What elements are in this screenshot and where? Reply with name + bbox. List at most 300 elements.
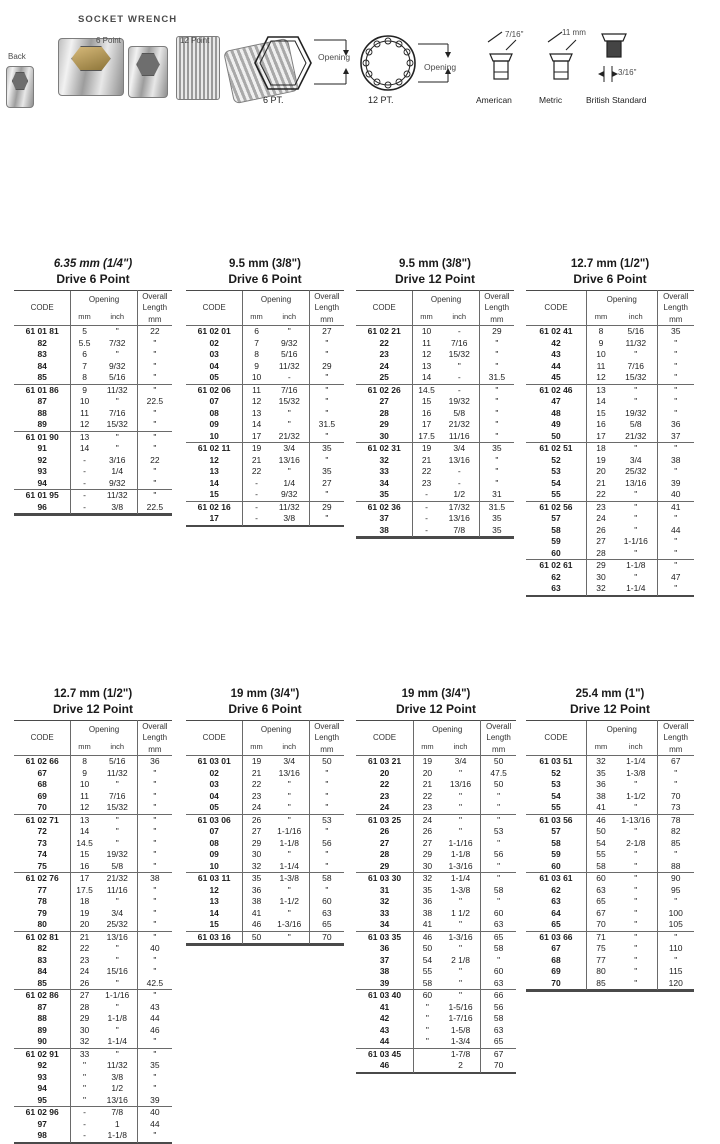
table-point-type: Drive 12 Point	[52, 701, 134, 716]
table-row[interactable]	[186, 338, 344, 350]
table-row[interactable]	[526, 548, 694, 560]
table-row[interactable]	[356, 455, 514, 467]
table-row[interactable]	[356, 478, 514, 490]
cell-opening-inch: 2	[441, 1060, 481, 1072]
table-row[interactable]	[526, 536, 694, 548]
table-row[interactable]	[356, 791, 516, 803]
table-row[interactable]	[526, 384, 694, 396]
table-row[interactable]	[356, 338, 514, 350]
table-row[interactable]	[186, 791, 344, 803]
table-row[interactable]	[14, 1095, 172, 1107]
table-row[interactable]	[356, 779, 516, 791]
table-row[interactable]	[186, 931, 344, 944]
table-row[interactable]	[14, 990, 172, 1002]
cell-opening-mm: 17	[586, 431, 615, 443]
column-header-overall-length: Overall Length mm	[657, 720, 694, 756]
table-row[interactable]	[526, 966, 694, 978]
cell-opening-inch: 7/8	[98, 1107, 138, 1119]
table-row[interactable]	[186, 513, 344, 525]
cell-opening-mm: 38	[586, 791, 615, 803]
table-row[interactable]	[14, 838, 172, 850]
table-row[interactable]	[526, 338, 694, 350]
table-row[interactable]	[186, 431, 344, 443]
table-row[interactable]	[14, 502, 172, 514]
column-header-inch: inch	[98, 738, 138, 756]
table-row[interactable]	[356, 513, 514, 525]
cell-overall-length: 73	[671, 802, 681, 813]
cell-opening-inch: -	[270, 372, 310, 384]
table-row[interactable]	[186, 768, 344, 780]
cell-opening-inch: 7/16	[615, 361, 657, 373]
table-row[interactable]	[526, 802, 694, 814]
cell-overall-length: 65	[322, 919, 332, 930]
table-row[interactable]	[186, 814, 344, 826]
cell-code: 93	[37, 1071, 47, 1082]
column-header-code: CODE	[14, 290, 71, 326]
column-header-opening: Opening	[586, 290, 657, 308]
table-row[interactable]	[356, 1025, 516, 1037]
cell-opening-inch: "	[441, 768, 481, 780]
table-row[interactable]	[186, 455, 344, 467]
cell-overall-length: 65	[481, 931, 516, 943]
table-row[interactable]	[14, 326, 172, 338]
cell-opening-mm: 14.5	[413, 384, 440, 396]
table-row[interactable]	[526, 396, 694, 408]
label-6-pt: 6 PT.	[263, 95, 284, 105]
table-row[interactable]	[14, 861, 172, 873]
cell-overall-length: "	[153, 419, 157, 430]
cell-opening-mm: 26	[586, 525, 615, 537]
table-row[interactable]	[14, 873, 172, 885]
cell-overall-length: "	[153, 849, 157, 860]
cell-code: 30	[379, 430, 389, 441]
cell-opening-mm: 23	[243, 791, 270, 803]
table-row[interactable]	[356, 955, 516, 967]
cell-opening-inch: "	[270, 326, 310, 338]
cell-opening-mm: 32	[414, 873, 441, 885]
table-drive-size: 19 mm (3/4")	[230, 688, 300, 700]
table-row[interactable]	[14, 791, 172, 803]
table-row[interactable]	[186, 838, 344, 850]
table-row[interactable]	[14, 919, 172, 931]
table-row[interactable]	[14, 490, 172, 502]
table-row[interactable]	[356, 814, 516, 826]
table-row[interactable]	[14, 768, 172, 780]
cell-opening-mm: 9	[71, 768, 98, 780]
cell-opening-inch: "	[615, 489, 657, 501]
cell-code: 12	[209, 884, 219, 895]
table-row[interactable]	[14, 396, 172, 408]
table-row[interactable]	[356, 826, 516, 838]
table-drive-size: 12.7 mm (1/2")	[53, 688, 133, 700]
table-row[interactable]	[356, 990, 516, 1002]
table-row[interactable]	[356, 349, 514, 361]
cell-opening-mm: -	[413, 489, 440, 501]
table-row[interactable]	[14, 931, 172, 943]
table-row[interactable]	[14, 943, 172, 955]
table-row[interactable]	[186, 896, 344, 908]
table-row[interactable]	[14, 978, 172, 990]
column-header-overall-length: Overall Length mm	[479, 290, 514, 326]
table-row[interactable]	[356, 908, 516, 920]
table-row[interactable]	[356, 849, 516, 861]
cell-overall-length: "	[325, 489, 329, 500]
cell-overall-length: 35	[479, 443, 514, 455]
cell-opening-mm: 33	[71, 1048, 98, 1060]
table-row[interactable]	[526, 572, 694, 584]
column-header-overall-length: Overall Length mm	[309, 290, 344, 326]
table-row[interactable]	[14, 466, 172, 478]
cell-overall-length: 41	[657, 501, 694, 513]
table-row[interactable]	[14, 384, 172, 396]
cell-opening-inch: 13/16	[615, 478, 657, 490]
table-row[interactable]	[186, 396, 344, 408]
table-row[interactable]	[356, 396, 514, 408]
table-row[interactable]	[356, 525, 514, 537]
cell-opening-mm: 16	[413, 408, 440, 420]
table-row[interactable]	[526, 443, 694, 455]
cell-opening-inch: 1/4	[270, 478, 310, 490]
cell-opening-mm: -	[243, 501, 270, 513]
table-row[interactable]	[356, 431, 514, 443]
cell-opening-mm: -	[413, 501, 440, 513]
table-row[interactable]	[14, 419, 172, 431]
table-row[interactable]	[526, 779, 694, 791]
table-row[interactable]	[526, 349, 694, 361]
cell-code: 97	[37, 1118, 47, 1129]
table-row[interactable]	[14, 455, 172, 467]
cell-overall-length: "	[495, 419, 499, 430]
cell-opening-mm: -	[71, 1107, 98, 1119]
cell-code: 31	[379, 884, 390, 895]
cell-code: 83	[37, 954, 47, 965]
table-row[interactable]	[14, 1013, 172, 1025]
cell-opening-inch: "	[98, 955, 138, 967]
cell-code: 58	[551, 524, 561, 535]
table-row[interactable]	[186, 489, 344, 501]
table-row[interactable]	[14, 1002, 172, 1014]
cell-opening-mm: 11	[71, 408, 98, 420]
cell-code: 61 02 86	[14, 990, 71, 1002]
cell-overall-length: 31.5	[318, 419, 336, 430]
table-row[interactable]	[356, 408, 514, 420]
cell-code: 61 02 91	[14, 1048, 71, 1060]
cell-overall-length: "	[153, 966, 157, 977]
table-row[interactable]	[526, 455, 694, 467]
cell-opening-inch: "	[615, 943, 657, 955]
cell-opening-inch: 1 1/2	[441, 908, 481, 920]
table-row[interactable]	[356, 1048, 516, 1060]
table-row[interactable]	[14, 826, 172, 838]
table-row[interactable]	[526, 560, 694, 572]
table-row[interactable]	[186, 408, 344, 420]
cell-overall-length: "	[495, 407, 499, 418]
table-row[interactable]	[526, 489, 694, 501]
cell-opening-mm: -	[71, 490, 98, 502]
cell-opening-mm: 11	[413, 338, 440, 350]
cell-opening-inch: 9/32	[98, 478, 138, 490]
table-row[interactable]	[14, 779, 172, 791]
table-row[interactable]	[526, 978, 694, 990]
cell-overall-length: 70	[671, 790, 681, 801]
table-row[interactable]	[526, 885, 694, 897]
table-row[interactable]	[186, 908, 344, 920]
table-row[interactable]	[526, 768, 694, 780]
cell-opening-inch: 5/8	[440, 408, 480, 420]
cell-overall-length: 67	[657, 756, 694, 768]
table-row[interactable]	[526, 501, 694, 513]
table-row[interactable]	[526, 525, 694, 537]
table-row[interactable]	[356, 896, 516, 908]
table-row[interactable]	[356, 978, 516, 990]
cell-opening-inch: "	[270, 791, 310, 803]
table-row[interactable]	[356, 1060, 516, 1072]
cell-opening-inch: "	[615, 525, 657, 537]
table-row[interactable]	[526, 931, 694, 943]
table-row[interactable]	[14, 896, 172, 908]
table-row[interactable]	[186, 349, 344, 361]
table-row[interactable]	[14, 1072, 172, 1084]
cell-overall-length: "	[153, 1036, 157, 1047]
cell-overall-length: "	[325, 860, 329, 871]
cell-opening-mm: 10	[586, 349, 615, 361]
table-row[interactable]	[14, 1083, 172, 1095]
cell-overall-length: 47	[671, 571, 681, 582]
cell-overall-length: 60	[322, 896, 332, 907]
table-row[interactable]	[356, 419, 514, 431]
table-row[interactable]	[14, 431, 172, 443]
cell-opening-inch: 13/16	[270, 768, 310, 780]
table-row[interactable]	[14, 966, 172, 978]
cell-opening-mm: 12	[243, 396, 270, 408]
table-row[interactable]	[356, 489, 514, 501]
table-row[interactable]	[526, 419, 694, 431]
table-row[interactable]	[186, 478, 344, 490]
table-row[interactable]	[14, 361, 172, 373]
table-drive-size: 12.7 mm (1/2")	[570, 258, 650, 270]
table-row[interactable]	[186, 849, 344, 861]
table-row[interactable]	[14, 908, 172, 920]
table-row[interactable]	[356, 919, 516, 931]
cell-opening-mm: 60	[586, 873, 615, 885]
table-row[interactable]	[14, 1130, 172, 1142]
table-row[interactable]	[186, 779, 344, 791]
table-row[interactable]	[186, 326, 344, 338]
table-row[interactable]	[356, 1002, 516, 1014]
cell-code: 09	[209, 849, 219, 860]
table-row[interactable]	[14, 478, 172, 490]
table-row[interactable]	[526, 849, 694, 861]
table-row[interactable]	[186, 466, 344, 478]
table-row[interactable]	[186, 873, 344, 885]
table-row[interactable]	[526, 361, 694, 373]
table-row[interactable]	[526, 908, 694, 920]
table-row[interactable]	[14, 885, 172, 897]
table-row[interactable]	[526, 326, 694, 338]
cell-code: 61 02 51	[526, 443, 586, 455]
table-row[interactable]	[14, 849, 172, 861]
cell-opening-mm: 13	[586, 384, 615, 396]
cell-code: 88	[37, 407, 47, 418]
table-row[interactable]	[14, 1107, 172, 1119]
table-row[interactable]	[526, 478, 694, 490]
table-row[interactable]	[356, 326, 514, 338]
table-row[interactable]	[14, 756, 172, 768]
table-row[interactable]	[186, 826, 344, 838]
label-6-point: 6 Point	[96, 36, 121, 45]
spec-table	[356, 290, 514, 538]
table-row[interactable]	[526, 466, 694, 478]
table-row[interactable]	[14, 1060, 172, 1072]
table-row[interactable]	[526, 955, 694, 967]
table-drive-size: 6.35 mm (1/4")	[53, 258, 133, 270]
cell-opening-mm: 19	[414, 756, 441, 768]
table-row[interactable]	[526, 756, 694, 768]
cell-code: 04	[209, 790, 219, 801]
column-header-opening: Opening	[71, 720, 137, 738]
cell-overall-length: 56	[493, 1001, 504, 1012]
table-row[interactable]	[356, 885, 516, 897]
cell-overall-length: 63	[322, 907, 332, 918]
cell-opening-inch: "	[270, 814, 310, 826]
cell-overall-length: 82	[671, 826, 681, 837]
cell-opening-mm: 24	[586, 513, 615, 525]
cell-opening-inch: "	[615, 349, 657, 361]
cell-opening-inch: 7/8	[440, 525, 480, 537]
table-row[interactable]	[14, 955, 172, 967]
table-row[interactable]	[14, 338, 172, 350]
cell-overall-length: 50	[493, 779, 504, 790]
cell-opening-inch: "	[98, 349, 138, 361]
table-row[interactable]	[356, 943, 516, 955]
cell-code: 61 02 76	[14, 873, 71, 885]
table-row[interactable]	[356, 1036, 516, 1048]
cell-opening-mm: 19	[586, 455, 615, 467]
cell-opening-mm: 29	[414, 849, 441, 861]
cell-opening-mm: 6	[243, 326, 270, 338]
table-row[interactable]	[356, 384, 514, 396]
cell-opening-mm: 35	[414, 885, 441, 897]
cell-code: 95	[37, 1094, 47, 1105]
cell-overall-length: "	[153, 767, 157, 778]
table-row[interactable]	[526, 826, 694, 838]
table-row[interactable]	[356, 361, 514, 373]
table-row[interactable]	[186, 756, 344, 768]
table-row[interactable]	[186, 419, 344, 431]
cell-code: 45	[551, 372, 561, 383]
table-row[interactable]	[526, 408, 694, 420]
table-row[interactable]	[526, 814, 694, 826]
table-row[interactable]	[14, 1036, 172, 1048]
cell-overall-length: 22	[150, 454, 160, 465]
cell-overall-length: "	[479, 384, 514, 396]
cell-opening-mm: 11	[243, 384, 270, 396]
cell-code: 98	[37, 1130, 47, 1141]
table-row[interactable]	[526, 873, 694, 885]
cell-code: 28	[379, 407, 389, 418]
cell-overall-length: "	[495, 337, 499, 348]
table-row[interactable]	[14, 443, 172, 455]
table-row[interactable]	[526, 838, 694, 850]
cell-opening-mm: "	[71, 1083, 98, 1095]
table-row[interactable]	[356, 501, 514, 513]
table-row[interactable]	[356, 838, 516, 850]
column-header-mm: mm	[243, 308, 270, 326]
table-row[interactable]	[356, 966, 516, 978]
table-row[interactable]	[526, 791, 694, 803]
cell-code: 73	[37, 837, 47, 848]
table-row[interactable]	[526, 861, 694, 873]
table-row[interactable]	[186, 802, 344, 814]
cell-code: 61 02 96	[14, 1107, 71, 1119]
cell-overall-length: 44	[150, 1118, 160, 1129]
table-row[interactable]	[186, 919, 344, 931]
cell-opening-inch: 1-7/8	[441, 1048, 481, 1060]
label-british-standard: British Standard	[586, 95, 647, 105]
table-header-row-primary	[186, 720, 344, 738]
table-row[interactable]	[526, 919, 694, 931]
table-row[interactable]	[186, 384, 344, 396]
table-row[interactable]	[14, 1119, 172, 1131]
table-row[interactable]	[186, 372, 344, 384]
table-row[interactable]	[14, 372, 172, 384]
table-row[interactable]	[14, 802, 172, 814]
table-row[interactable]	[186, 885, 344, 897]
table-row[interactable]	[526, 943, 694, 955]
table-row[interactable]	[356, 861, 516, 873]
table-row[interactable]	[526, 431, 694, 443]
cell-opening-mm: "	[71, 1095, 98, 1107]
table-row[interactable]	[186, 501, 344, 513]
table-row[interactable]	[186, 861, 344, 873]
table-row[interactable]	[356, 802, 516, 814]
table-row[interactable]	[356, 1013, 516, 1025]
cell-opening-inch: 13/16	[98, 931, 138, 943]
table-row[interactable]	[14, 1048, 172, 1060]
table-row[interactable]	[356, 756, 516, 768]
column-header-mm: mm	[586, 308, 615, 326]
table-row[interactable]	[186, 443, 344, 455]
table-row[interactable]	[526, 896, 694, 908]
table-row[interactable]	[526, 513, 694, 525]
label-british-size: 3/16"	[618, 68, 637, 77]
table-row[interactable]	[14, 814, 172, 826]
cell-opening-inch: "	[441, 978, 481, 990]
table-row[interactable]	[526, 372, 694, 384]
table-row[interactable]	[356, 873, 516, 885]
table-row[interactable]	[186, 361, 344, 373]
cell-overall-length: "	[674, 466, 678, 477]
table-row[interactable]	[356, 443, 514, 455]
cell-opening-inch: 7/16	[440, 338, 480, 350]
table-row[interactable]	[14, 408, 172, 420]
cell-overall-length: "	[481, 814, 516, 826]
table-row[interactable]	[14, 349, 172, 361]
cell-opening-inch: 1-3/8	[270, 873, 310, 885]
table-row[interactable]	[356, 372, 514, 384]
cell-opening-mm: 24	[414, 814, 441, 826]
cell-opening-inch: 9/32	[98, 361, 138, 373]
table-row[interactable]	[14, 1025, 172, 1037]
table-row[interactable]	[356, 768, 516, 780]
cell-opening-inch: 15/32	[440, 349, 480, 361]
table-row[interactable]	[356, 931, 516, 943]
cell-code: 96	[37, 501, 47, 512]
table-row[interactable]	[526, 583, 694, 595]
table-row[interactable]	[356, 466, 514, 478]
cell-opening-mm: 30	[414, 861, 441, 873]
cell-code: 42	[551, 337, 561, 348]
